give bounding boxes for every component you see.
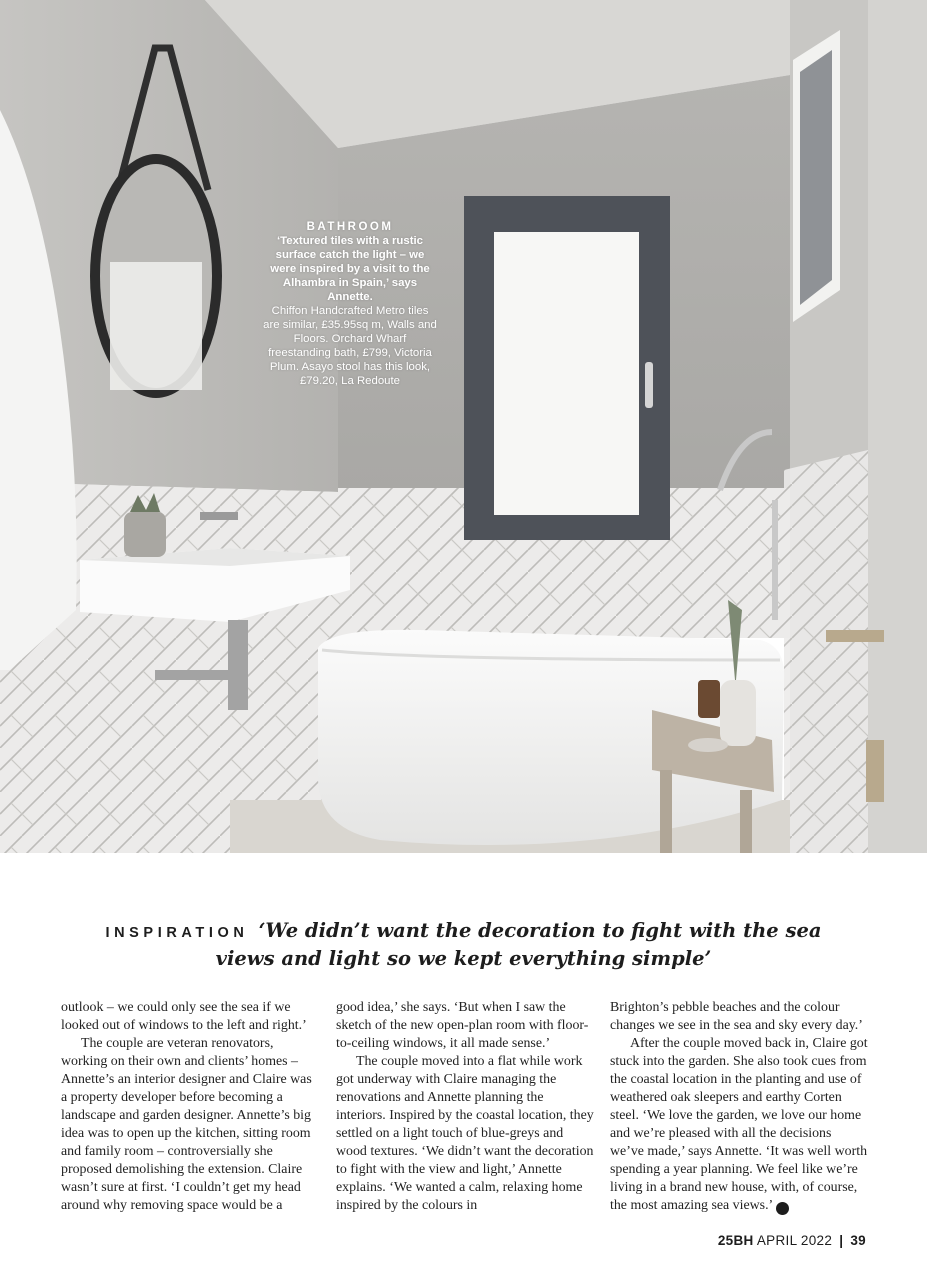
- paragraph-final: [610, 1035, 868, 1215]
- folio-issue: APRIL 2022: [756, 1233, 833, 1248]
- page-folio: [718, 1233, 866, 1248]
- paragraph: outlook – we could only see the sea if we looked out of windows to the left and right.’: [61, 1000, 307, 1033]
- caption-title: BATHROOM: [306, 221, 394, 233]
- pull-quote: [100, 918, 827, 972]
- photo-caption: [262, 220, 438, 388]
- end-mark-icon: 25: [776, 1202, 789, 1215]
- paragraph: The couple moved into a flat while work got underway with Claire managing the renovations and Annette planning the interiors. Inspired by the coastal location, they settled on a light touch of blue-greys and wood textures. ‘We didn’t want the decoration to fight with the view and light,’ Annette explains. ‘We wanted a calm, relaxing home inspired by the colours in: [336, 1054, 594, 1213]
- body-column-1: [61, 999, 319, 1215]
- body-column-2: [336, 999, 594, 1215]
- caption-quote: ‘Textured tiles with a rustic surface catch the light – we were inspired by a visit to the Alhambra in Spain,’ says Annette.: [270, 235, 430, 303]
- paragraph: good idea,’ she says. ‘But when I saw the sketch of the new open-plan room with floor-to-ceiling windows, it all made sense.’: [336, 1000, 589, 1051]
- paragraph: The couple are veteran renovators, working on their own and clients’ homes – Annette’s an interior designer and Claire was a property developer before becoming a landscape and garden designer. Annette’s big idea was to open up the kitchen, sitting room and family room – controversially she proposed demolishing the extension. Claire wasn’t sure at first. ‘I couldn’t get my head around why removing space would be a: [61, 1036, 312, 1213]
- body-column-3: [610, 999, 868, 1215]
- caption-body: Chiffon Handcrafted Metro tiles are similar, £35.95sq m, Walls and Floors. Orchard Wharf freestanding bath, £799, Victoria Plum. Asayo stool has this look, £79.20, La Redoute: [263, 305, 437, 387]
- picture-frame-icon: [793, 30, 840, 322]
- paragraph-text: After the couple moved back in, Claire got stuck into the garden. She also took cues from the coastal location in the planting and use of weathered oak sleepers and earthy Corten steel. ‘We love the garden, we love our home and we’re pleased with all the decisions we’ve made,’ says Annette. ‘It was well worth spending a year planning. We feel like we’re living in a brand new house, with, of course, the most amazing sea views.’: [610, 1036, 868, 1213]
- pull-quote-text: ‘We didn’t want the decoration to fight with the sea views and light so we kept everything simple’: [215, 919, 822, 970]
- folio-separator: |: [839, 1233, 844, 1248]
- folio-brand: 25BH: [717, 1233, 754, 1248]
- page-number: 39: [850, 1233, 866, 1248]
- pull-quote-label: INSPIRATION: [105, 925, 249, 941]
- window-icon: [464, 196, 670, 540]
- paragraph: Brighton’s pebble beaches and the colour changes we see in the sea and sky every day.’: [610, 1000, 863, 1033]
